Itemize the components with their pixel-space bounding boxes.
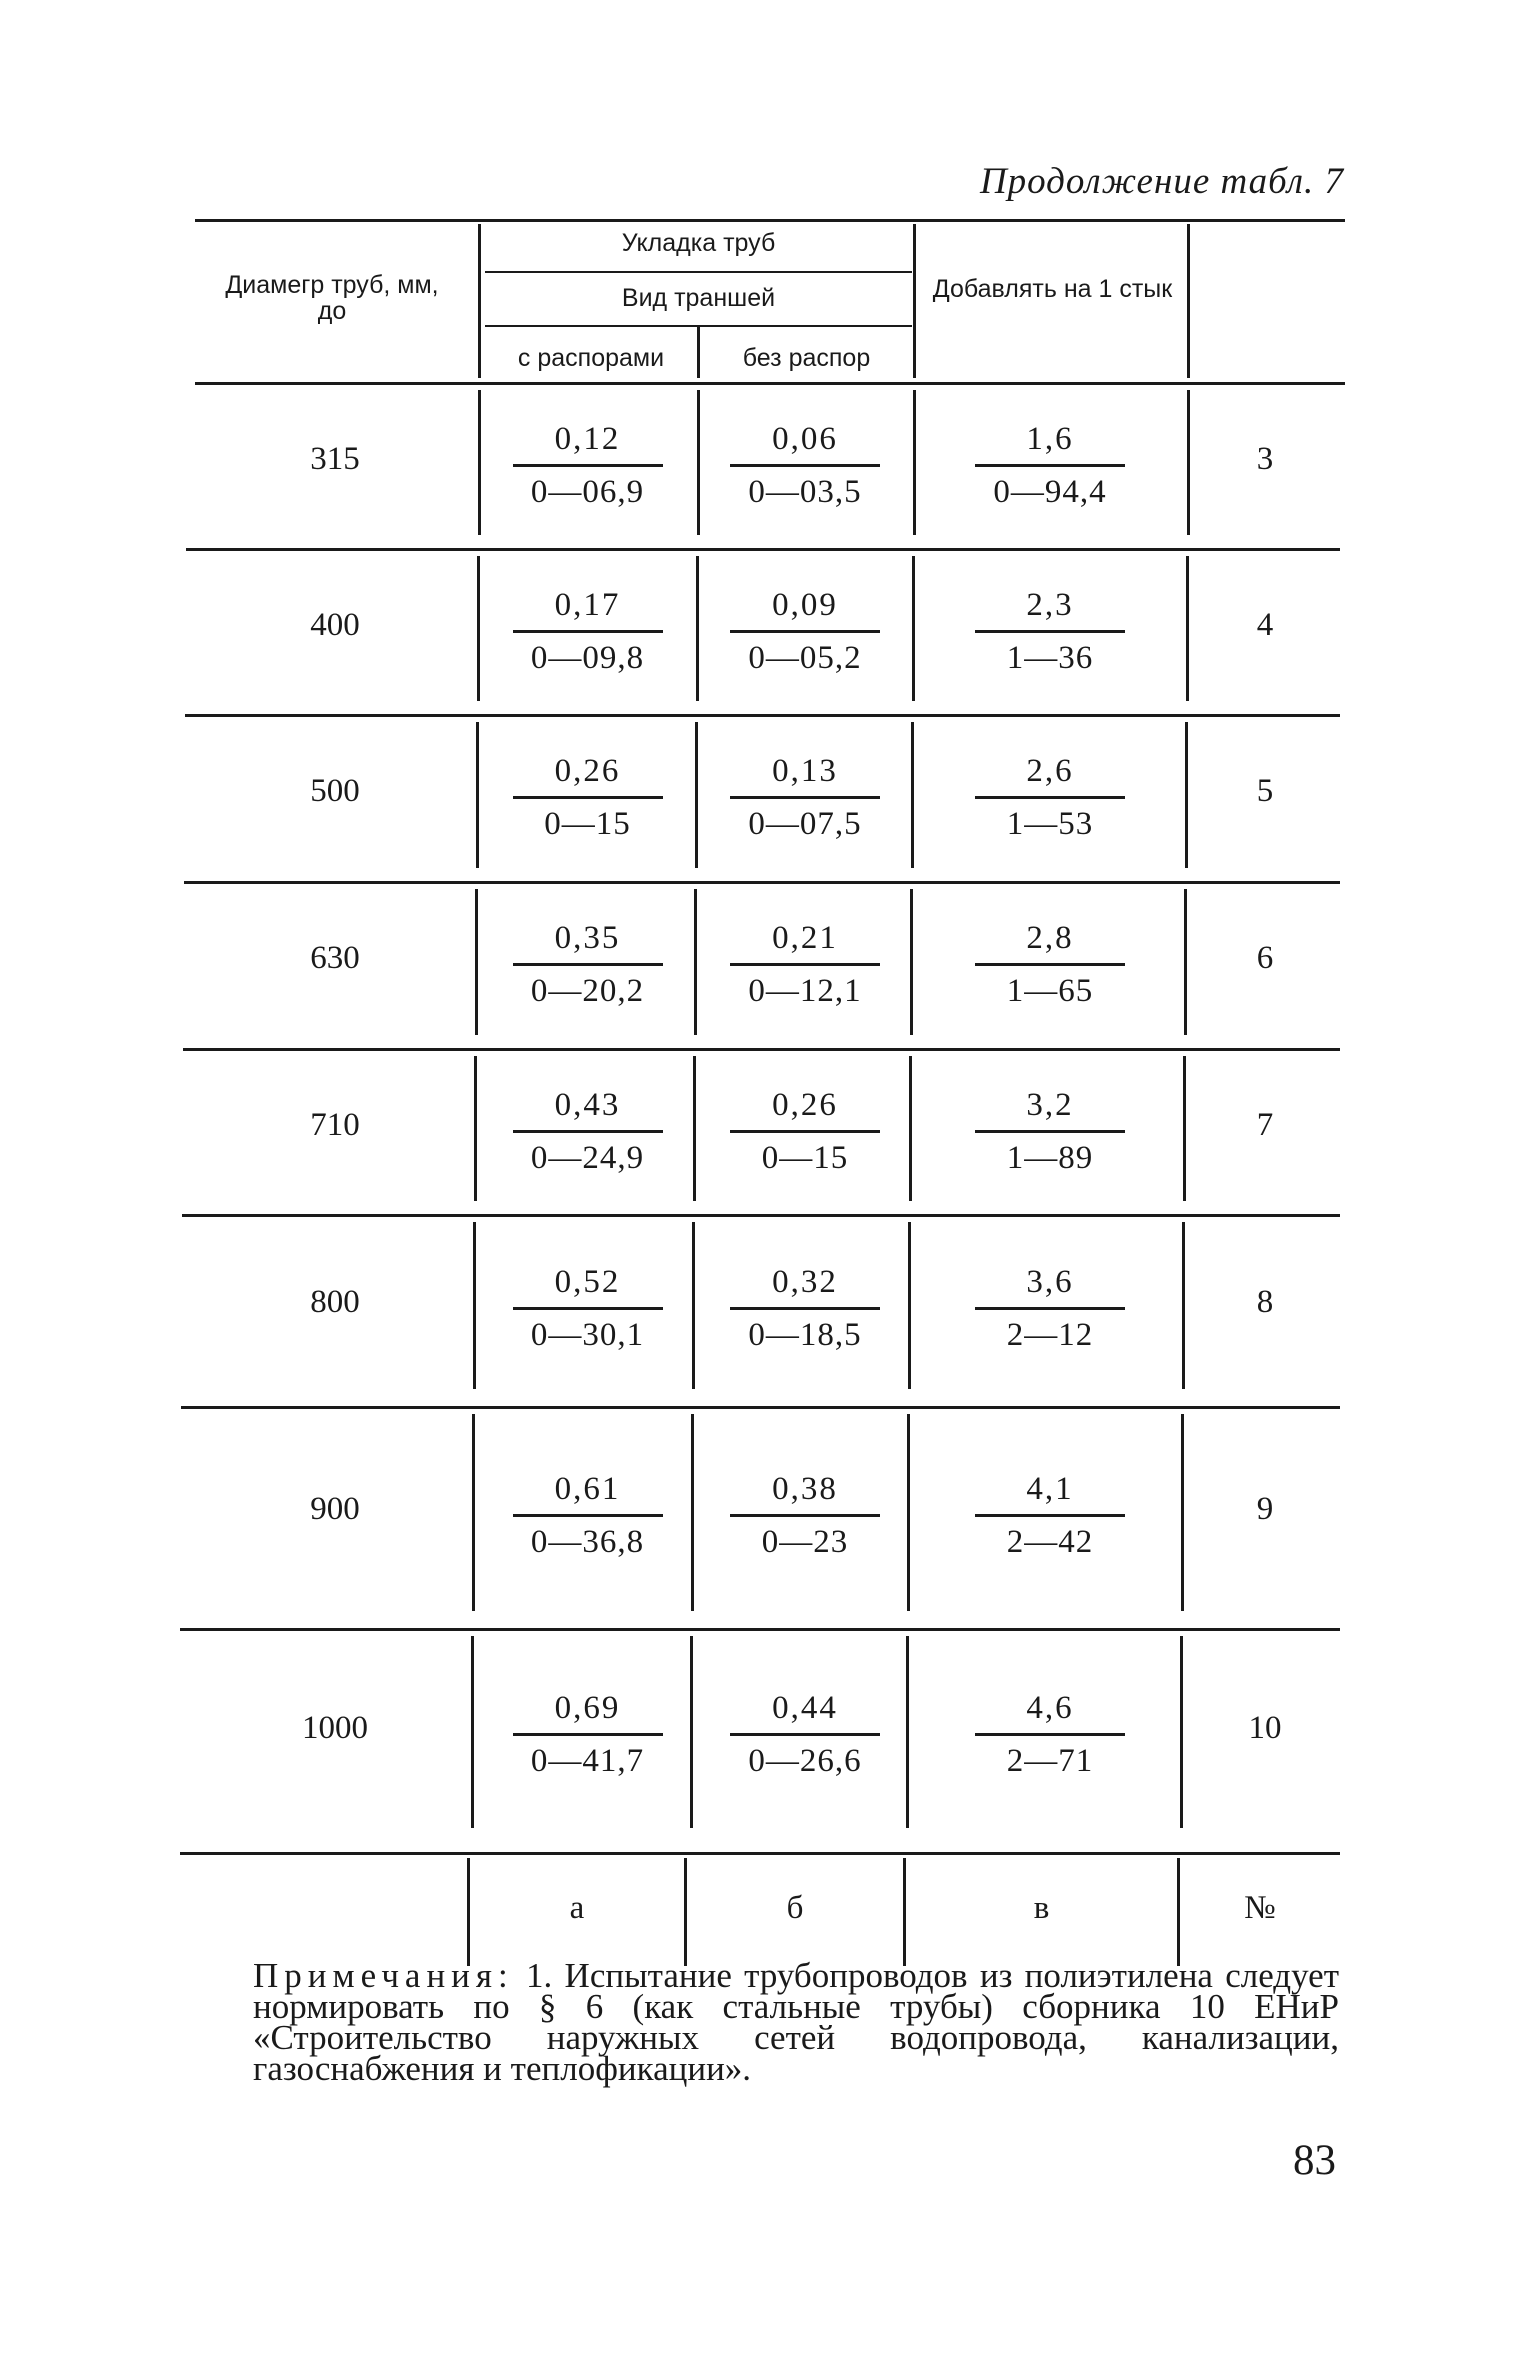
- header-without-struts: без распор: [742, 344, 871, 372]
- row-col-divider: [1186, 556, 1189, 701]
- cell-numerator: 0,44: [772, 1690, 838, 1726]
- row-diameter: 630: [310, 940, 360, 976]
- footnote-text: 1. Испытание трубопроводов из полиэтилена следует нормировать по § 6 (как стальные трубы) сборника 10 ЕНиР «Строительство наружных сетей водопровода, канализации, газоснабжения и теплофикации».: [253, 1956, 1339, 2088]
- cell-denominator: 1—36: [975, 630, 1125, 678]
- cell-numerator: 0,38: [772, 1470, 838, 1507]
- cell-denominator: 0—09,8: [513, 630, 663, 678]
- row-number: 5: [1256, 773, 1274, 809]
- cell-numerator: 0,26: [772, 1086, 838, 1123]
- row-col-divider: [697, 390, 700, 535]
- footer-col-a: а: [569, 1890, 585, 1926]
- row-col-divider: [471, 1636, 474, 1828]
- row-cell-c: [975, 1469, 1125, 1562]
- cell-denominator: 0—94,4: [975, 464, 1125, 512]
- row-cell-b: [730, 918, 880, 1011]
- cell-numerator: 0,32: [772, 1263, 838, 1300]
- cell-denominator: 2—12: [975, 1307, 1125, 1355]
- cell-denominator: 2—42: [975, 1514, 1125, 1562]
- row-col-divider: [473, 1222, 476, 1389]
- row-cell-c: [975, 918, 1125, 1011]
- footnote-lead: Примечания:: [253, 1956, 514, 1995]
- cell-denominator: 0—05,2: [730, 630, 880, 678]
- row-diameter: 800: [310, 1283, 360, 1320]
- cell-denominator: 0—41,7: [513, 1733, 663, 1781]
- footer-col-b: б: [786, 1890, 804, 1926]
- row-rule: [181, 1406, 1340, 1409]
- row-cell-b: [730, 585, 880, 678]
- cell-numerator: 0,12: [554, 420, 621, 457]
- row-col-divider: [906, 1636, 909, 1828]
- cell-denominator: 0—15: [513, 796, 663, 844]
- cell-denominator: 0—15: [730, 1130, 880, 1178]
- row-col-divider: [695, 722, 698, 868]
- row-cell-b: [730, 419, 880, 512]
- cell-numerator: 0,35: [554, 920, 621, 956]
- cell-denominator: 0—23: [730, 1514, 880, 1562]
- row-diameter: 400: [310, 606, 360, 643]
- cell-denominator: 0—36,8: [513, 1514, 663, 1562]
- row-col-divider: [476, 722, 479, 868]
- table-caption: Продолжение табл. 7: [979, 161, 1344, 202]
- footnote: [253, 1956, 1339, 2088]
- cell-numerator: 0,61: [554, 1470, 621, 1507]
- row-col-divider: [475, 889, 478, 1035]
- row-number: 10: [1248, 1710, 1282, 1746]
- table-bottom-rule: [180, 1852, 1340, 1855]
- cell-denominator: 0—07,5: [730, 796, 880, 844]
- footer-col-num: №: [1244, 1890, 1276, 1926]
- row-diameter: 710: [310, 1106, 360, 1143]
- row-diameter: 500: [310, 773, 360, 809]
- header-trench-type: Вид траншей: [621, 284, 776, 312]
- row-cell-c: [975, 419, 1125, 512]
- cell-denominator: 0—06,9: [513, 464, 663, 512]
- row-col-divider: [907, 1414, 910, 1611]
- row-rule: [184, 881, 1340, 884]
- row-rule: [183, 1048, 1340, 1051]
- row-cell-a: [513, 1262, 663, 1355]
- header-bottom-rule: [195, 382, 1345, 385]
- row-col-divider: [1182, 1222, 1185, 1389]
- row-col-divider: [693, 1056, 696, 1201]
- row-col-divider: [1184, 889, 1187, 1035]
- row-cell-a: [513, 1469, 663, 1562]
- row-cell-a: [513, 751, 663, 844]
- row-diameter: 1000: [302, 1710, 368, 1746]
- cell-numerator: 0,69: [554, 1690, 621, 1726]
- row-cell-b: [730, 1469, 880, 1562]
- header-top-rule: [195, 219, 1345, 222]
- cell-denominator: 0—26,6: [730, 1733, 880, 1781]
- row-cell-c: [975, 1262, 1125, 1355]
- row-cell-a: [513, 1688, 663, 1781]
- cell-denominator: 0—18,5: [730, 1307, 880, 1355]
- row-col-divider: [478, 390, 481, 535]
- cell-numerator: 2,8: [1026, 920, 1074, 956]
- cell-numerator: 2,3: [1026, 586, 1074, 623]
- row-col-divider: [910, 889, 913, 1035]
- row-diameter: 315: [310, 440, 360, 477]
- row-col-divider: [690, 1636, 693, 1828]
- row-col-divider: [692, 1222, 695, 1389]
- row-cell-c: [975, 585, 1125, 678]
- cell-denominator: 1—89: [975, 1130, 1125, 1178]
- header-col-divider: [913, 224, 916, 378]
- cell-numerator: 4,1: [1026, 1470, 1074, 1507]
- cell-numerator: 0,26: [554, 753, 621, 789]
- row-number: 8: [1256, 1283, 1274, 1320]
- cell-denominator: 0—12,1: [730, 963, 880, 1011]
- cell-numerator: 3,6: [1026, 1263, 1074, 1300]
- row-cell-a: [513, 918, 663, 1011]
- row-col-divider: [474, 1056, 477, 1201]
- cell-denominator: 0—03,5: [730, 464, 880, 512]
- cell-denominator: 1—65: [975, 963, 1125, 1011]
- row-number: 7: [1256, 1106, 1274, 1143]
- row-cell-c: [975, 1688, 1125, 1781]
- row-rule: [186, 548, 1340, 551]
- cell-numerator: 0,17: [554, 586, 621, 623]
- row-cell-b: [730, 751, 880, 844]
- cell-numerator: 1,6: [1026, 420, 1074, 457]
- cell-denominator: 2—71: [975, 1733, 1125, 1781]
- row-col-divider: [1183, 1056, 1186, 1201]
- row-col-divider: [1185, 722, 1188, 868]
- row-cell-b: [730, 1085, 880, 1178]
- cell-numerator: 2,6: [1026, 753, 1074, 789]
- cell-numerator: 0,52: [554, 1263, 621, 1300]
- row-diameter: 900: [310, 1490, 360, 1527]
- row-rule: [180, 1628, 1340, 1631]
- row-number: 9: [1256, 1490, 1274, 1527]
- row-col-divider: [912, 556, 915, 701]
- cell-numerator: 0,13: [772, 753, 838, 789]
- row-col-divider: [472, 1414, 475, 1611]
- row-cell-b: [730, 1262, 880, 1355]
- row-number: 6: [1256, 940, 1274, 976]
- row-col-divider: [909, 1056, 912, 1201]
- cell-denominator: 0—30,1: [513, 1307, 663, 1355]
- page-number: 83: [1293, 2137, 1336, 2184]
- row-cell-a: [513, 585, 663, 678]
- header-diameter: Диамегр труб, мм, до: [225, 271, 439, 326]
- row-col-divider: [1181, 1414, 1184, 1611]
- row-col-divider: [1180, 1636, 1183, 1828]
- cell-denominator: 1—53: [975, 796, 1125, 844]
- header-laying: Укладка труб: [621, 229, 776, 257]
- header-col-divider: [1187, 224, 1190, 378]
- header-with-struts: с распорами: [517, 344, 665, 372]
- header-col-divider: [478, 224, 481, 378]
- header-rule-laying: [485, 271, 912, 273]
- row-col-divider: [691, 1414, 694, 1611]
- cell-numerator: 3,2: [1026, 1086, 1074, 1123]
- row-col-divider: [913, 390, 916, 535]
- header-add-per-joint: Добавлять на 1 стык: [932, 275, 1173, 303]
- row-number: 3: [1256, 440, 1274, 477]
- cell-numerator: 0,43: [554, 1086, 621, 1123]
- cell-denominator: 0—24,9: [513, 1130, 663, 1178]
- row-col-divider: [911, 722, 914, 868]
- row-cell-c: [975, 1085, 1125, 1178]
- cell-numerator: 0,21: [772, 920, 838, 956]
- cell-numerator: 4,6: [1026, 1690, 1074, 1726]
- row-cell-a: [513, 419, 663, 512]
- cell-denominator: 0—20,2: [513, 963, 663, 1011]
- row-col-divider: [694, 889, 697, 1035]
- cell-numerator: 0,06: [772, 420, 838, 457]
- row-cell-a: [513, 1085, 663, 1178]
- row-col-divider: [477, 556, 480, 701]
- row-rule: [185, 714, 1340, 717]
- row-col-divider: [908, 1222, 911, 1389]
- row-col-divider: [696, 556, 699, 701]
- row-rule: [182, 1214, 1340, 1217]
- row-cell-c: [975, 751, 1125, 844]
- footer-col-c: в: [1033, 1890, 1050, 1926]
- cell-numerator: 0,09: [772, 586, 838, 623]
- row-number: 4: [1256, 606, 1274, 643]
- row-cell-b: [730, 1688, 880, 1781]
